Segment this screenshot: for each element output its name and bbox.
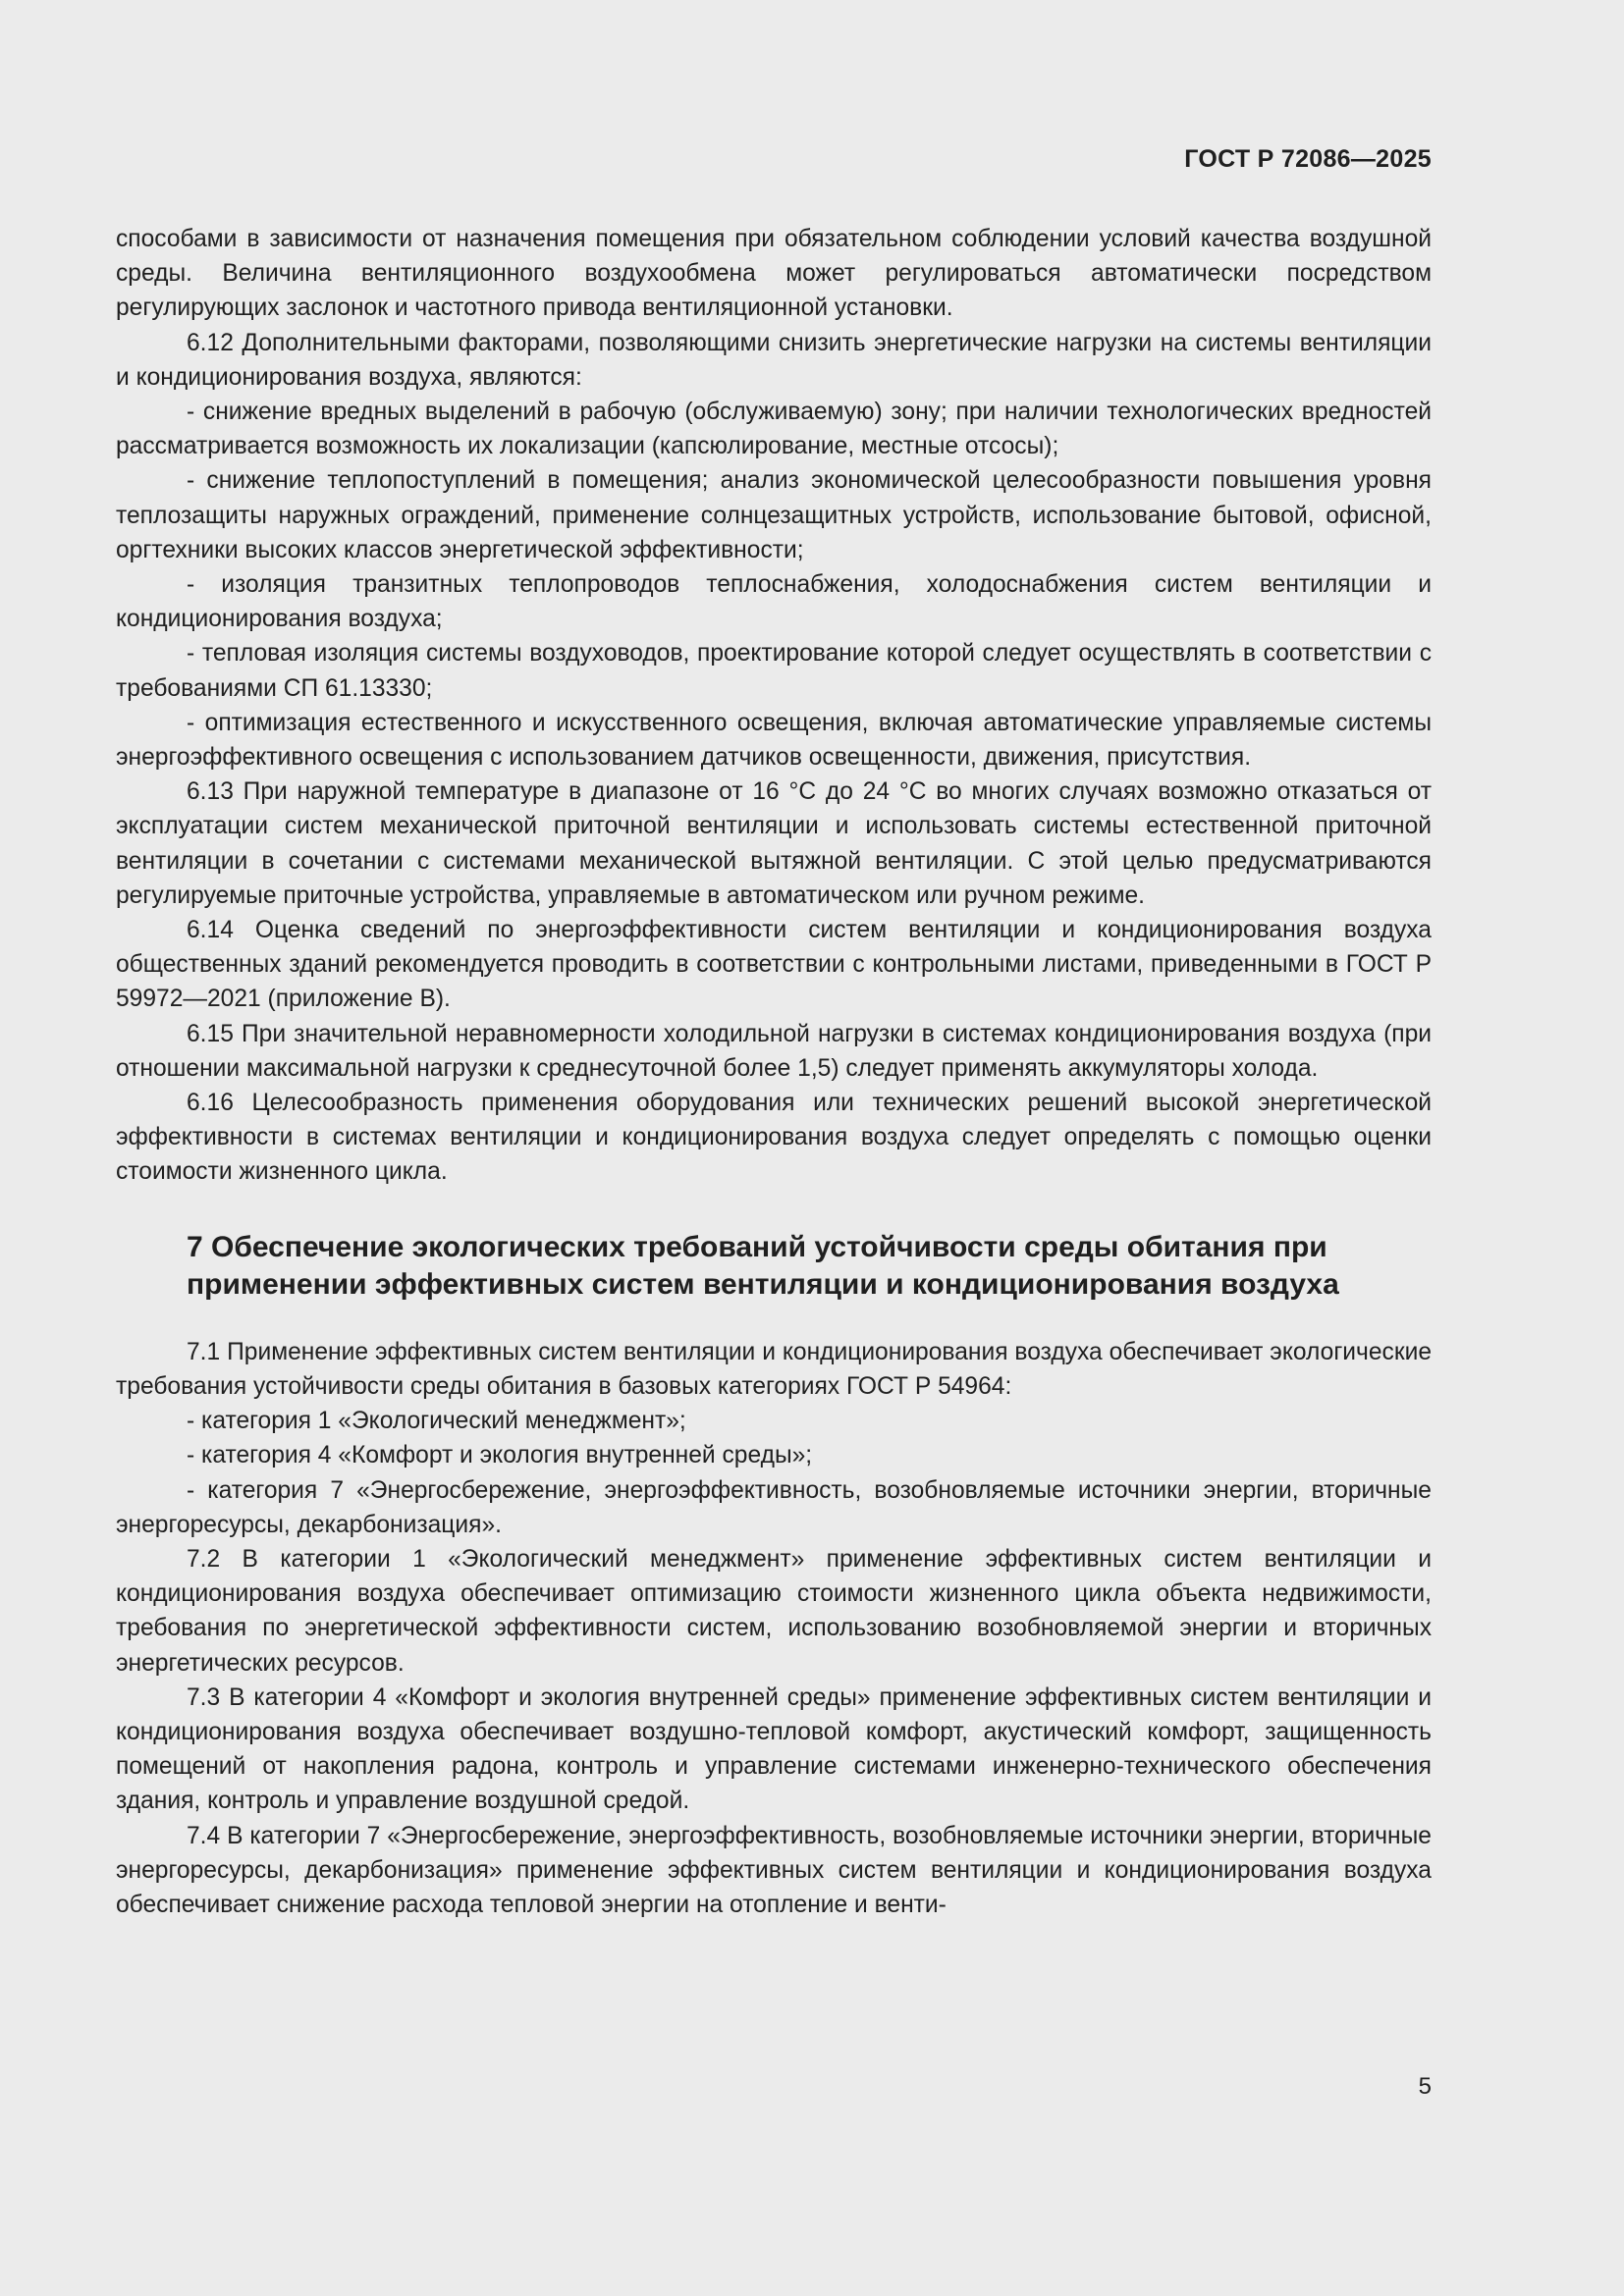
paragraph-6-12: 6.12 Дополнительными факторами, позволяющими снизить энергетические нагрузки на системы вентиляции и кондиционирования воздуха, являются:: [116, 329, 1432, 391]
document-header: ГОСТ Р 72086—2025: [1184, 145, 1432, 173]
list-item: - снижение теплопоступлений в помещения; анализ экономической целесообразности повышения уровня теплозащиты наружных ограждений, применение солнцезащитных устройств, использование бытовой, офисной, оргтехники высоких классов энергетической эффективности;: [116, 467, 1432, 563]
list-item: - тепловая изоляция системы воздуховодов, проектирование которой следует осуществлять в соответствии с требованиями СП 61.13330;: [116, 640, 1432, 702]
paragraph-6-16: 6.16 Целесообразность применения оборудования или технических решений высокой энергетической эффективности в системах вентиляции и кондиционирования воздуха следует определять с помощью оценки стоимости жизненного цикла.: [116, 1090, 1432, 1186]
list-item: - оптимизация естественного и искусственного освещения, включая автоматические управляемые системы энергоэффективного освещения с использованием датчиков освещенности, движения, присутствия.: [116, 709, 1432, 772]
paragraph-6-14: 6.14 Оценка сведений по энергоэффективности систем вентиляции и кондиционирования воздуха общественных зданий рекомендуется проводить в соответствии с контрольными листами, приведенными в ГОСТ Р 59972—2021 (приложение В).: [116, 917, 1432, 1013]
paragraph-7-1: 7.1 Применение эффективных систем вентиляции и кондиционирования воздуха обеспечивает экологические требования устойчивости среды обитания в базовых категориях ГОСТ Р 54964:: [116, 1338, 1432, 1400]
page-number: 5: [1418, 2073, 1432, 2100]
list-item: - снижение вредных выделений в рабочую (обслуживаемую) зону; при наличии технологических вредностей рассматривается возможность их локализации (капсюлирование, местные отсосы);: [116, 399, 1432, 460]
paragraph-6-13: 6.13 При наружной температуре в диапазоне от 16 °С до 24 °С во многих случаях возможно отказаться от эксплуатации систем механической приточной вентиляции и использовать системы естественной приточной вентиляции в сочетании с системами механической вытяжной вентиляции. С этой целью предусматриваются регулируемые приточные устройства, управляемые в автоматическом или ручном режиме.: [116, 778, 1432, 909]
list-item: - категория 7 «Энергосбережение, энергоэффективность, возобновляемые источники энергии, вторичные энергоресурсы, декарбонизация».: [116, 1476, 1432, 1538]
document-body: [116, 222, 1432, 1922]
paragraph-7-3: 7.3 В категории 4 «Комфорт и экология внутренней среды» применение эффективных систем вентиляции и кондиционирования воздуха обеспечивает воздушно-тепловой комфорт, акустический комфорт, защищенность помещений от накопления радона, контроль и управление системами инженерно-технического обеспечения здания, контроль и управление воздушной средой.: [116, 1683, 1432, 1815]
paragraph: способами в зависимости от назначения помещения при обязательном соблюдении условий качества воздушной среды. Величина вентиляционного воздухообмена может регулироваться автоматически посредством регулирующих заслонок и частотного привода вентиляционной установки.: [116, 226, 1432, 322]
section-7-heading: 7 Обеспечение экологических требований устойчивости среды обитания при применении эффективных систем вентиляции и кондиционирования воздуха: [187, 1230, 1339, 1301]
list-item: - категория 1 «Экологический менеджмент»;: [187, 1408, 686, 1435]
paragraph-6-15: 6.15 При значительной неравномерности холодильной нагрузки в системах кондиционирования воздуха (при отношении максимальной нагрузки к среднесуточной более 1,5) следует применять аккумуляторы холода.: [116, 1020, 1432, 1082]
list-item: - категория 4 «Комфорт и экология внутренней среды»;: [187, 1442, 813, 1469]
paragraph-7-2: 7.2 В категории 1 «Экологический менеджмент» применение эффективных систем вентиляции и кондиционирования воздуха обеспечивает оптимизацию стоимости жизненного цикла объекта недвижимости, требования по энергетической эффективности систем, использованию возобновляемой энергии и вторичных энергетических ресурсов.: [116, 1545, 1432, 1677]
paragraph-7-4: 7.4 В категории 7 «Энергосбережение, энергоэффективность, возобновляемые источники энергии, вторичные энергоресурсы, декарбонизация» применение эффективных систем вентиляции и кондиционирования воздуха обеспечивает снижение расхода тепловой энергии на отопление и венти-: [116, 1822, 1432, 1918]
list-item: - изоляция транзитных теплопроводов теплоснабжения, холодоснабжения систем вентиляции и кондиционирования воздуха;: [116, 571, 1432, 633]
